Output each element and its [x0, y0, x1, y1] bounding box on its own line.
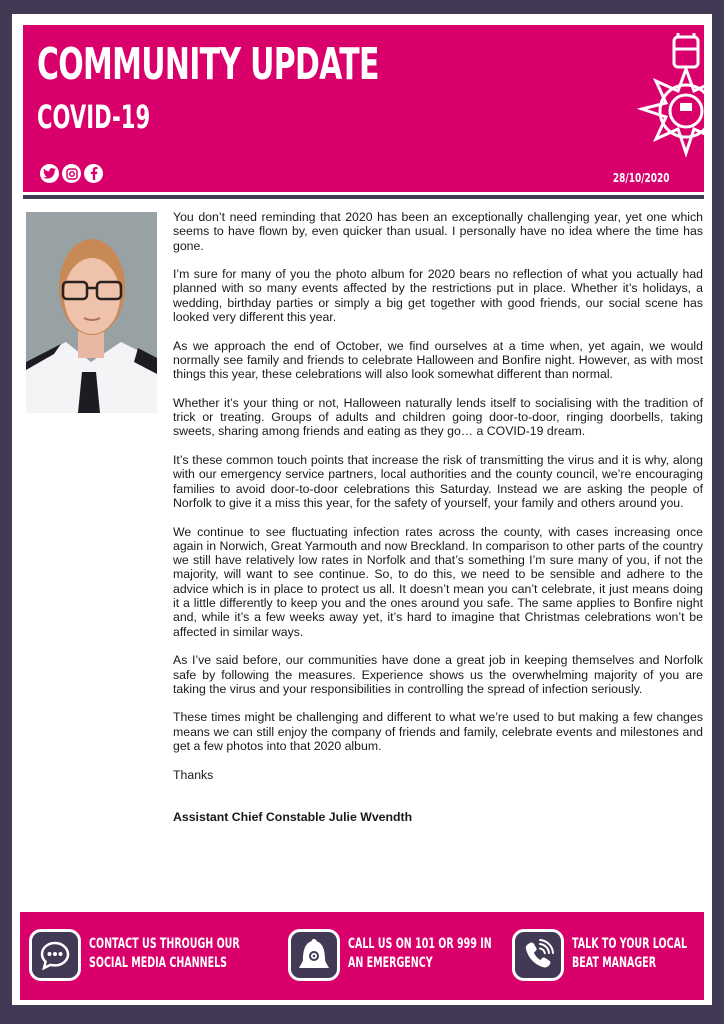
- header-banner: [23, 25, 704, 192]
- social-links: [40, 164, 103, 183]
- instagram-icon[interactable]: [62, 164, 81, 183]
- letter-body: [173, 210, 703, 838]
- letter-signature: Assistant Chief Constable Julie Wvendth: [173, 809, 413, 824]
- letter-paragraph: As I’ve said before, our communities have done a great job in keeping themselves and Norfolk safe by following the measures. Experience shows us the overwhelming majority of you are taking the virus and your responsibilities in controlling the spread of infection seriously.: [173, 653, 703, 696]
- footer-label: [348, 935, 492, 973]
- footer-item-social[interactable]: [29, 929, 311, 981]
- footer-label-line: BEAT MANAGER: [572, 955, 657, 971]
- footer-item-beat-manager[interactable]: [512, 929, 724, 981]
- twitter-icon[interactable]: [40, 164, 59, 183]
- footer-label-line: CALL US ON 101 OR 999 IN: [348, 936, 492, 952]
- header-divider: [23, 195, 704, 199]
- officer-portrait: [26, 212, 157, 413]
- letter-paragraph: Whether it’s your thing or not, Halloween naturally lends itself to socialising with the tradition of trick or treating. Groups of adults and children going door-to-door, ringing doorbells, taking sweets, sharing among friends and eating as they go… a COVID-19 dream.: [173, 395, 703, 439]
- letter-paragraph: We continue to see fluctuating infection rates across the county, with cases increasing once again in Norwich, Great Yarmouth and now Breckland. In comparison to other parts of the country we still have relatively low rates in Norfolk and that’s something I’m sure many of you, if not the majority, will want to see continue. So, to do this, we need to be sensible and adhere to the advice which is in place to protect us all. It doesn’t mean you can’t celebrate, it just means doing it a little differently to keep you and the ones around you safe. The same applies to Bonfire night and, while it’s a few weeks away yet, it’s hard to imagine that Christmas celebrations won’t be affected in similar ways.: [173, 524, 703, 639]
- phone-icon: [512, 929, 564, 981]
- footer-label-line: TALK TO YOUR LOCAL: [572, 936, 688, 952]
- police-helmet-icon: [288, 929, 340, 981]
- footer-label-line: SOCIAL MEDIA CHANNELS: [89, 955, 228, 971]
- letter-paragraph: It’s these common touch points that increase the risk of transmitting the virus and it is why, along with our emergency service partners, local authorities and the county council, we’re encouraging families to avoid door-to-door celebrations this Saturday. Instead we are asking the people of Norfolk to give it a miss this year, for the safety of yourself, your family and others around you.: [173, 453, 703, 510]
- letter-paragraph: I’m sure for many of you the photo album for 2020 bears no reflection of what you actually had planned with so many events affected by the restrictions put in place. Whether it’s holidays, a wedding, birthday parties or simply a big get together with good friends, our social scene has looked very different this year.: [173, 267, 703, 325]
- page-subtitle: COVID-19: [37, 98, 151, 136]
- footer-label-line: AN EMERGENCY: [348, 955, 433, 971]
- constabulary-crest-icon: [626, 29, 704, 179]
- footer-label: [89, 935, 240, 973]
- page-title: COMMUNITY UPDATE: [37, 39, 379, 90]
- footer-label: [572, 935, 687, 973]
- portrait-illustration: [26, 212, 157, 413]
- facebook-icon[interactable]: [84, 164, 103, 183]
- footer-label-line: CONTACT US THROUGH OUR: [89, 936, 240, 952]
- letter-paragraph: As we approach the end of October, we find ourselves at a time when, yet again, we would normally see family and friends to celebrate Halloween and Bonfire night. However, as with most things this year, these celebrations will also look somewhat different than normal.: [173, 338, 703, 382]
- letter-closing: Thanks: [173, 767, 214, 782]
- letter-paragraph: You don’t need reminding that 2020 has been an exceptionally challenging year, yet one which seems to have flown by, even quicker than usual. I personally have no idea where the time has gone.: [173, 210, 703, 253]
- issue-date: 28/10/2020: [613, 171, 670, 185]
- chat-bubble-icon: [29, 929, 81, 981]
- letter-paragraph: These times might be challenging and different to what we’re used to but making a few changes means we can still enjoy the company of friends and family, celebrate events and milestones and get a few photos into that 2020 album.: [173, 710, 703, 753]
- contact-footer: [20, 912, 704, 1000]
